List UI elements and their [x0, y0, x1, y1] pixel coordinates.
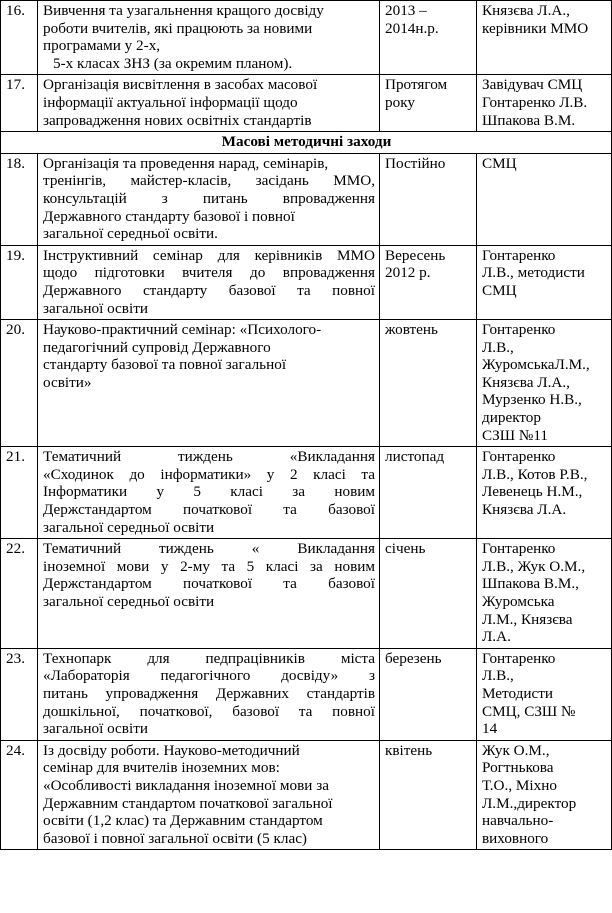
row-number: 21. [1, 447, 38, 539]
responsible-cell-line: Журомська [482, 593, 555, 610]
event-name-cell-line: Тематичний тиждень «Викладання [43, 448, 375, 466]
term-cell-line: 2012 р. [385, 264, 431, 282]
event-name-cell-line: Держстандартом початкової та базової [43, 501, 375, 519]
event-name-cell-line: загальної середньої освіти [43, 518, 215, 536]
event-name-cell [38, 245, 380, 319]
responsible-cell-line: СЗШ №11 [482, 426, 548, 444]
row-number: 18. [1, 153, 38, 245]
table-row [1, 648, 612, 740]
event-name-cell [38, 153, 380, 245]
term-cell [380, 447, 477, 539]
responsible-cell [477, 539, 612, 649]
responsible-cell [477, 740, 612, 850]
term-cell [380, 740, 477, 850]
responsible-cell-line: Князєва Л.А. [482, 501, 567, 519]
row-number: 24. [1, 740, 38, 850]
table-row [1, 245, 612, 319]
event-name-cell [38, 1, 380, 75]
responsible-cell-line: Л.В., [482, 338, 514, 356]
event-name-cell-line: «Особливості викладання іноземної мови за [43, 776, 329, 794]
event-name-cell-line: освіти» [43, 373, 92, 391]
event-name-cell-line: загальної освіти [43, 299, 148, 317]
term-cell-line: січень [385, 540, 426, 558]
event-name-cell-line: тренінгів, майстер-класів, засідань ММО, [43, 172, 375, 190]
term-cell [380, 245, 477, 319]
event-name-cell-line: Державним стандартом початкової загальної [43, 794, 333, 812]
responsible-cell-line: СМЦ, СЗШ № [482, 702, 576, 720]
responsible-cell-line: СМЦ [482, 154, 517, 172]
event-name-cell-line: 5-х класах ЗНЗ (за окремим планом). [53, 54, 293, 72]
row-number: 23. [1, 648, 38, 740]
event-name-cell [38, 539, 380, 649]
table-row [1, 153, 612, 245]
event-name-cell-line: загальної освіти [43, 720, 148, 738]
event-name-cell-line: загальної середньої освіти [43, 593, 215, 610]
event-name-cell-line: щодо підготовки вчителя до впровадження [43, 264, 375, 282]
responsible-cell-line: Гонтаренко [482, 649, 556, 667]
responsible-cell-line: Завідувач СМЦ [482, 76, 583, 94]
responsible-cell [477, 648, 612, 740]
event-name-cell-line: педагогічний супровід Державного [43, 338, 271, 356]
responsible-cell [477, 320, 612, 447]
event-name-cell-line: інформації актуальної інформації щодо [43, 93, 298, 111]
term-cell [380, 539, 477, 649]
event-name-cell-line: базової і повної загальної освіти (5 клас) [43, 829, 307, 847]
responsible-cell-line: директор [482, 409, 541, 427]
event-name-cell-line: Держстандартом початкової та базової [43, 575, 375, 593]
responsible-cell-line: Гонтаренко [482, 246, 556, 264]
event-name-cell-line: «Сходинок до інформатики» у 2 класі та [43, 465, 375, 483]
event-name-cell-line: Із досвіду роботи. Науково-методичний [43, 741, 300, 759]
responsible-cell-line: Шпакова В.М. [482, 111, 576, 129]
event-name-cell-line: загальної середньої освіти. [43, 225, 218, 243]
term-cell-line: квітень [385, 741, 433, 759]
event-name-cell-line: дошкільної, початкової, базової та повної [43, 702, 375, 720]
term-cell-line: Протягом [385, 76, 448, 94]
event-name-cell-line: консультацій з питань впровадження [43, 189, 375, 207]
responsible-cell-line: Л.М., Князєва [482, 610, 573, 628]
responsible-cell-line: Методисти [482, 684, 553, 702]
responsible-cell-line: Шпакова В.М., [482, 575, 579, 593]
responsible-cell-line: Левенець Н.М., [482, 483, 583, 501]
responsible-cell [477, 75, 612, 132]
event-name-cell-line: Державного стандарту базової та повної [43, 281, 375, 299]
term-cell [380, 75, 477, 132]
term-cell-line: 2013 – [385, 2, 427, 19]
responsible-cell-line: ЖуромськаЛ.М., [482, 356, 590, 374]
event-name-cell [38, 740, 380, 850]
responsible-cell-line: Л.В., методисти [482, 264, 585, 282]
event-name-cell [38, 75, 380, 132]
row-number: 22. [1, 539, 38, 649]
responsible-cell-line: 14 [482, 720, 498, 738]
term-cell-line: Вересень [385, 246, 446, 264]
row-number: 17. [1, 75, 38, 132]
responsible-cell-line: Жук О.М., [482, 741, 550, 759]
responsible-cell-line: Гонтаренко Л.В. [482, 93, 588, 111]
responsible-cell-line: СМЦ [482, 281, 517, 299]
event-name-cell [38, 447, 380, 539]
table-row [1, 447, 612, 539]
event-name-cell-line: запровадження нових освітніх стандартів [43, 111, 312, 129]
event-name-cell-line: Науково-практичний семінар: «Психолого- [43, 321, 322, 339]
table-row [1, 740, 612, 850]
responsible-cell-line: Л.М.,директор [482, 794, 577, 812]
event-name-cell-line: Тематичний тиждень « Викладання [43, 540, 375, 558]
event-name-cell-line: стандарту базової та повної загальної [43, 356, 287, 374]
responsible-cell-line: навчально- [482, 812, 554, 830]
row-number: 19. [1, 245, 38, 319]
event-name-cell-line: Організація висвітлення в засобах масової [43, 76, 318, 94]
responsible-cell-line: Князєва Л.А., [482, 2, 570, 19]
responsible-cell-line: Л.А. [482, 628, 511, 646]
event-name-cell-line: Вивчення та узагальнення кращого досвіду [43, 2, 324, 19]
responsible-cell-line: Л.В., Жук О.М., [482, 557, 586, 575]
row-number: 16. [1, 1, 38, 75]
responsible-cell-line: Князєва Л.А., [482, 373, 570, 391]
responsible-cell-line: керівники ММО [482, 19, 589, 37]
term-cell-line: року [385, 93, 415, 111]
term-cell [380, 320, 477, 447]
term-cell-line: листопад [385, 448, 445, 466]
responsible-cell [477, 447, 612, 539]
table-row [1, 75, 612, 132]
responsible-cell-line: Гонтаренко [482, 321, 556, 339]
event-name-cell-line: Інструктивний семінар для керівників ММО [43, 246, 375, 264]
responsible-cell-line: Мурзенко Н.В., [482, 391, 582, 409]
responsible-cell-line: Л.В., Котов Р.В., [482, 465, 588, 483]
event-name-cell-line: Інформатики у 5 класі за новим [43, 483, 375, 501]
term-cell-line: Постійно [385, 154, 446, 172]
plan-table-body [1, 1, 612, 850]
section-title: Масові методичні заходи [1, 132, 612, 154]
event-name-cell-line: питань упровадження Державних стандартів [43, 684, 375, 702]
responsible-cell-line: виховного [482, 829, 549, 847]
event-name-cell-line: «Лабораторія педагогічного досвіду» з [43, 667, 375, 685]
responsible-cell [477, 153, 612, 245]
event-name-cell-line: іноземної мови у 2-му та 5 класі за новим [43, 557, 375, 575]
row-number: 20. [1, 320, 38, 447]
responsible-cell-line: Л.В., [482, 667, 514, 685]
event-name-cell-line: Технопарк для педпрацівників міста [43, 649, 375, 667]
table-row [1, 539, 612, 649]
responsible-cell-line: Гонтаренко [482, 540, 556, 558]
event-name-cell-line: програмами у 2-х, [43, 37, 161, 55]
event-name-cell-line: семінар для вчителів іноземних мов: [43, 759, 280, 777]
responsible-cell-line: Рогтнькова [482, 759, 554, 777]
event-name-cell-line: Організація та проведення нарад, семінарів, [43, 154, 329, 172]
table-row [1, 1, 612, 75]
event-name-cell [38, 648, 380, 740]
event-name-cell [38, 320, 380, 447]
responsible-cell-line: Гонтаренко [482, 448, 556, 466]
term-cell [380, 153, 477, 245]
section-header-row [1, 132, 612, 154]
term-cell-line: жовтень [385, 321, 438, 339]
term-cell [380, 648, 477, 740]
responsible-cell [477, 245, 612, 319]
responsible-cell-line: Т.О., Міхно [482, 776, 557, 794]
event-name-cell-line: освіти (1,2 клас) та Державним стандартом [43, 812, 323, 830]
event-name-cell-line: роботи вчителів, які працюють за новими [43, 19, 313, 37]
term-cell [380, 1, 477, 75]
term-cell-line: 2014н.р. [385, 19, 439, 37]
term-cell-line: березень [385, 649, 442, 667]
table-row [1, 320, 612, 447]
event-name-cell-line: Державного стандарту базової і повної [43, 207, 295, 225]
responsible-cell [477, 1, 612, 75]
